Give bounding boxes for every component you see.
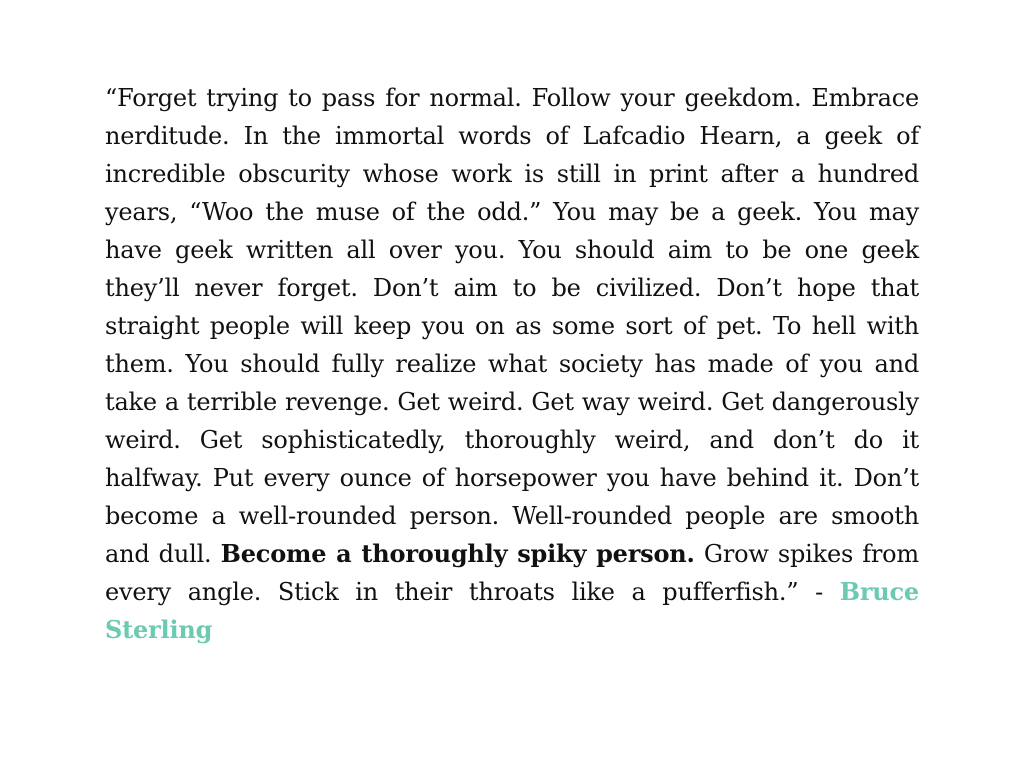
quote-body-start: “Forget trying to pass for normal. Follow your geekdom. Embrace nerditude. In the immortal words of Lafcadio Hearn, a geek of incredible obscurity whose work is still in print after a hundred years, “Woo the muse of the odd.” You may be a geek. You may have geek written all over you. You should aim to be one geek they’ll never forget. Don’t aim to be civilized. Don’t hope that straight people will keep you on as some sort of pet. To hell with them. You should fully realize what society has made of you and take a terrible revenge. Get weird. Get way weird. Get dangerously weird. Get sophisticatedly, thoroughly weird, and don’t do it halfway. Put every ounce of horsepower you have behind it. Don’t become a well-rounded person. Well-rounded people are smooth and dull. (105, 84, 919, 568)
quote-text (105, 79, 919, 649)
quote-body-end: Grow spikes from every angle. Stick in their throats like a pufferfish.” - (105, 540, 919, 606)
quote-author: Bruce Sterling (105, 577, 919, 644)
quote-emphasis: Become a thoroughly spiky person. (220, 539, 695, 568)
